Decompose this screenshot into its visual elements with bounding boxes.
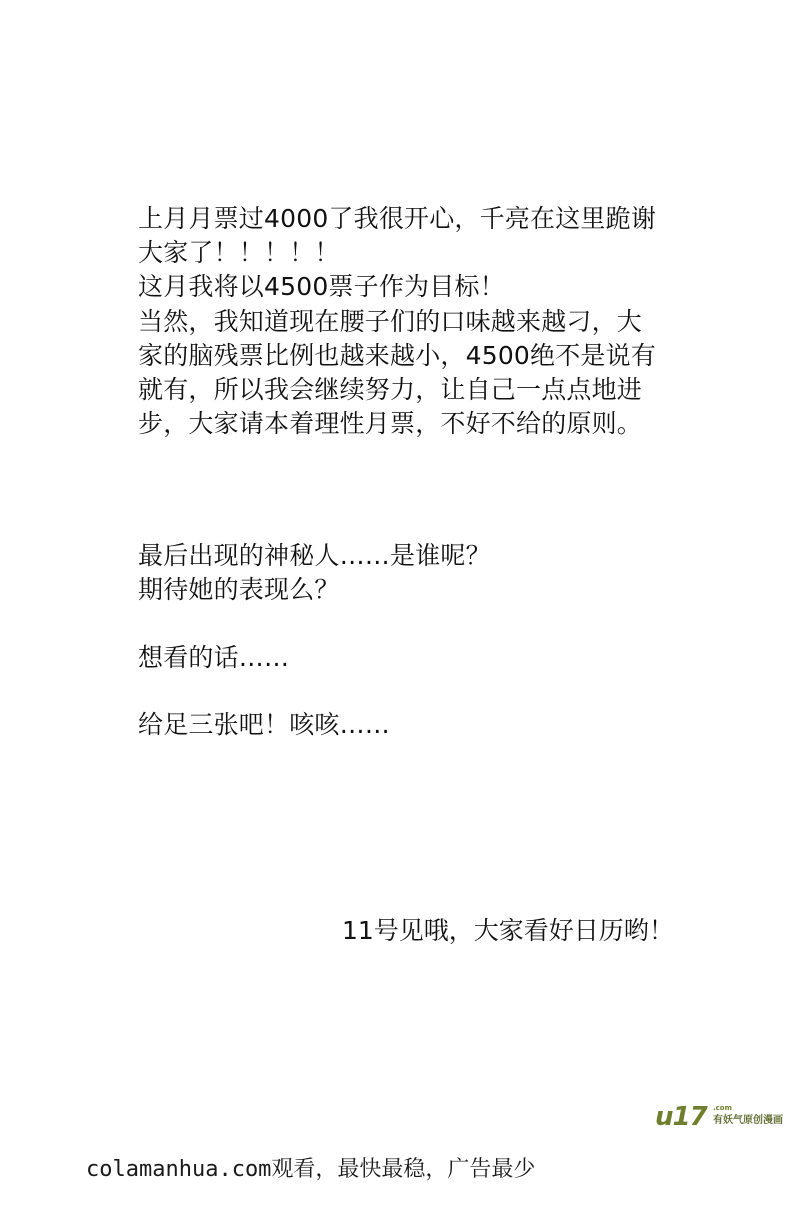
logo-domain: .com [713,1104,732,1112]
message-line-9: 期待她的表现么？ [138,575,340,604]
u17-logo [655,1103,795,1137]
message-line-11: 给足三张吧！咳咳…… [138,710,391,739]
message-line-8: 最后出现的神秘人……是谁呢？ [138,541,491,570]
message-line-3: 这月我将以4500票子作为目标！ [138,272,505,301]
logo-wordmark: u17 [655,1102,707,1132]
message-line-5: 家的脑残票比例也越来越小，4500绝不是说有 [138,341,657,370]
message-line-2: 大家了！！！！！ [138,238,340,267]
message-line-10: 想看的话…… [138,643,290,672]
message-line-6: 就有，所以我会继续努力，让自己一点点地进 [138,375,643,404]
logo-tagline: 有妖气原创漫画 [713,1115,783,1126]
signoff-text: 11号见哦，大家看好日历哟！ [342,916,674,945]
site-watermark: colamanhua.com观看，最快最稳，广告最少 [86,1157,536,1182]
message-line-1: 上月月票过4000了我很开心，千亮在这里跪谢 [138,204,657,233]
message-line-7: 步，大家请本着理性月票，不好不给的原则。 [138,409,643,438]
message-line-4: 当然，我知道现在腰子们的口味越来越刁，大 [138,307,643,336]
